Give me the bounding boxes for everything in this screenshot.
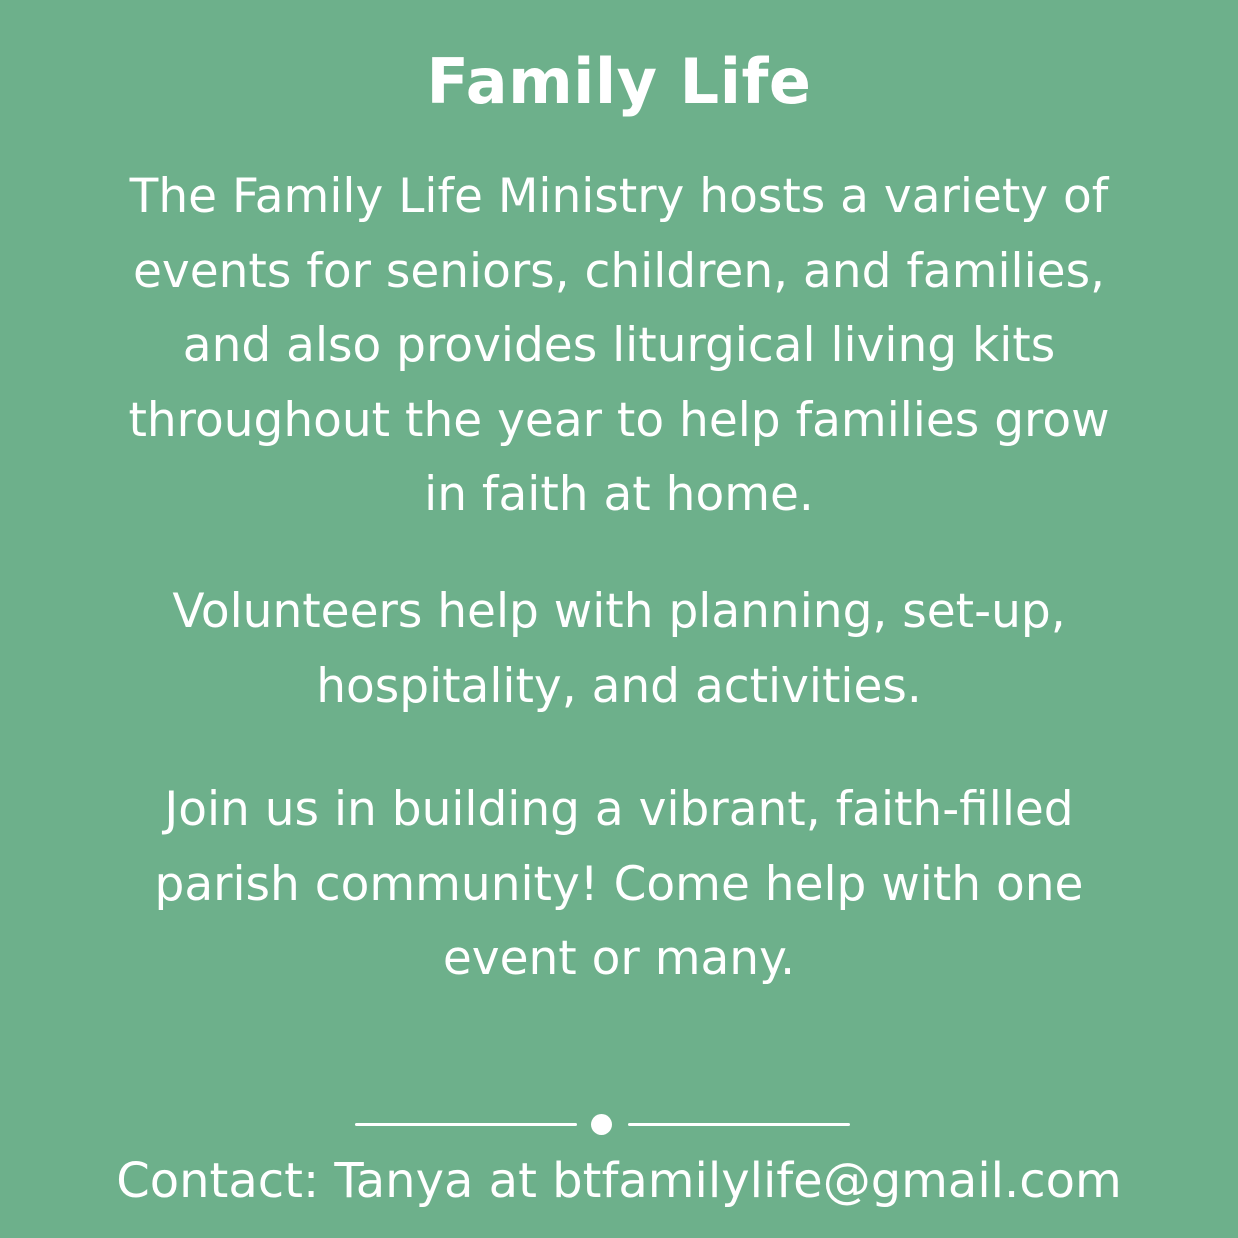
ministry-description: The Family Life Ministry hosts a variety of events for seniors, children, and families, and also provides liturgical living kits throughout the year to help families grow in faith at home. (128, 169, 1110, 522)
divider-dot (591, 1114, 612, 1135)
contact-info: Contact: Tanya at btfamilylife@gmail.com (116, 1153, 1122, 1209)
call-to-action: Join us in building a vibrant, faith-filled parish community! Come help with one event or many. (154, 782, 1084, 986)
volunteer-description: Volunteers help with planning, set-up, hospitality, and activities. (172, 584, 1066, 714)
divider-line-right (628, 1123, 850, 1126)
dot-divider-icon (355, 1113, 850, 1137)
divider-line-left (355, 1123, 577, 1126)
page-title: Family Life (426, 45, 812, 118)
